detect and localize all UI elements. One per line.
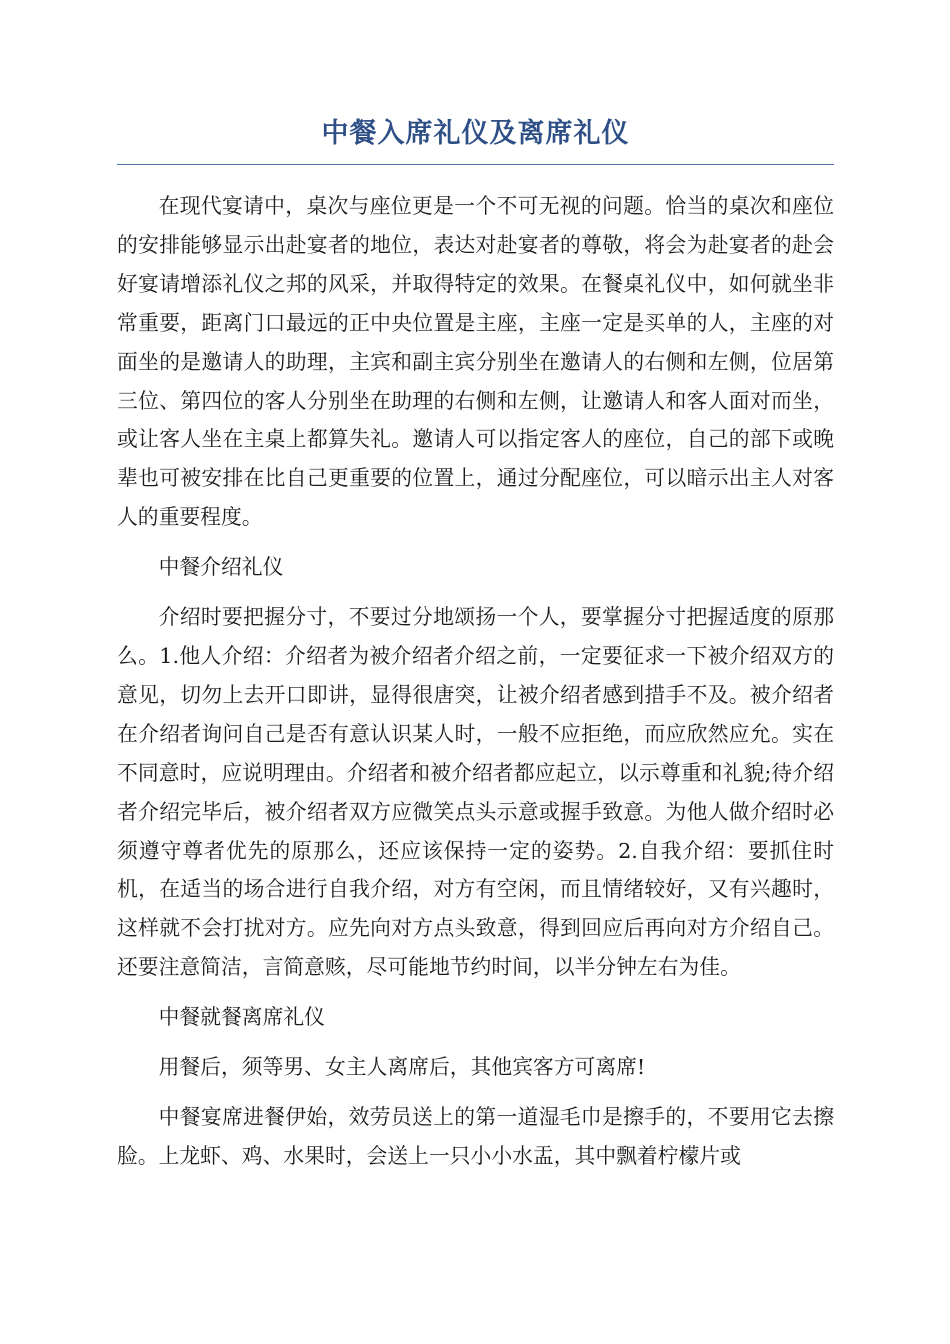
paragraph-towel: 中餐宴席进餐伊始，效劳员送上的第一道湿毛巾是擦手的，不要用它去擦脸。上龙虾、鸡、水果时，会送上一只小小水盂，其中飘着柠檬片或 (117, 1104, 834, 1168)
section-heading-leaving: 中餐就餐离席礼仪 (158, 1005, 325, 1030)
paragraph-seating: 在现代宴请中，桌次与座位更是一个不可无视的问题。恰当的桌次和座位的安排能够显示出赴宴者的地位，表达对赴宴者的尊敬，将会为赴宴者的赴会好宴请增添礼仪之邦的风采，并取得特定的效果。在餐桌礼仪中，如何就坐非常重要，距离门口最远的正中央位置是主座，主座一定是买单的人，主座的对面坐的是邀请人的助理，主宾和副主宾分别坐在邀请人的右侧和左侧，位居第三位、第四位的客人分别坐在助理的右侧和左侧，让邀请人和客人面对而坐，或让客人坐在主桌上都算失礼。邀请人可以指定客人的座位，自己的部下或晚辈也可被安排在比自己更重要的位置上，通过分配座位，可以暗示出主人对客人的重要程度。 (117, 194, 834, 530)
title-underline (117, 164, 834, 165)
paragraph-leaving: 用餐后，须等男、女主人离席后，其他宾客方可离席! (158, 1055, 646, 1080)
document-title: 中餐入席礼仪及离席礼仪 (321, 118, 630, 149)
paragraph-introduction: 介绍时要把握分寸，不要过分地颂扬一个人，要掌握分寸把握适度的原那么。1.他人介绍：介绍者为被介绍者介绍之前，一定要征求一下被介绍双方的意见，切勿上去开口即讲，显得很唐突，让被介绍者感到措手不及。被介绍者在介绍者询问自己是否有意认识某人时，一般不应拒绝，而应欣然应允。实在不同意时，应说明理由。介绍者和被介绍者都应起立，以示尊重和礼貌;待介绍者介绍完毕后，被介绍者双方应微笑点头示意或握手致意。为他人做介绍时必须遵守尊者优先的原那么，还应该保持一定的姿势。2.自我介绍：要抓住时机，在适当的场合进行自我介绍，对方有空闲，而且情绪较好，又有兴趣时，这样就不会打扰对方。应先向对方点头致意，得到回应后再向对方介绍自己。还要注意简洁，言简意赅，尽可能地节约时间，以半分钟左右为佳。 (117, 605, 834, 980)
section-heading-introduction: 中餐介绍礼仪 (158, 555, 284, 580)
document-page (117, 100, 834, 1187)
